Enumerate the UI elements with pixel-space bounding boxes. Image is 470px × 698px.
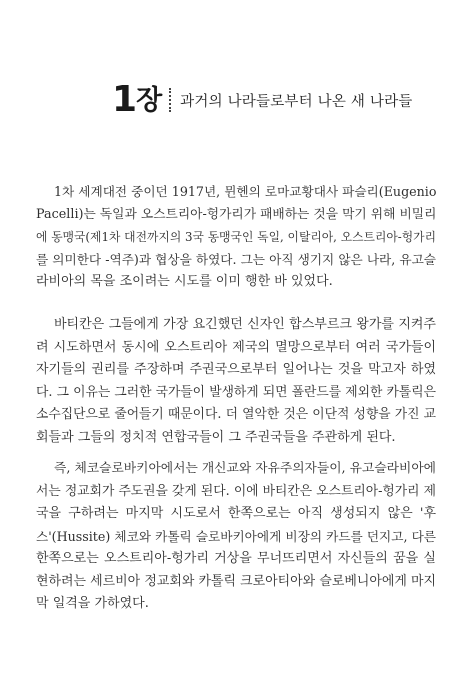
text-line: 다. 그 이유는 그러한 국가들이 발생하게 되면 폴란드를 제외한 카톨릭은 [36,384,436,400]
dotted-divider [169,88,171,112]
text-line: 를 의미한다 -역주)과 협상을 하였다. 그는 아직 생기지 않은 나라, 유고슬 [36,251,436,267]
chapter-label: 장 [136,84,163,116]
text-line: 국을 구하려는 마지막 시도로서 한쪽으로는 아직 생성되지 않은 '후 [36,506,436,521]
paragraph-1 [36,181,436,294]
text-line: 라비아의 목을 조이려는 시도를 이미 행한 바 있었다. [36,274,333,289]
paragraph-2 [36,314,436,449]
chapter-title: 과거의 나라들로부터 나온 새 나라들 [180,93,413,110]
text-line: Pacelli)는 독일과 오스트리아-헝가리가 패배하는 것을 막기 위해 비밀리 [36,206,437,222]
paragraph-3 [36,458,436,616]
text-line: 소수집단으로 줄어들기 때문이다. 더 열악한 것은 이단적 성향을 가진 교 [36,407,436,422]
text-line: 1차 세계대전 중이던 1917년, 뮌헨의 로마교황대사 파슬리(Eugenio [54,184,437,199]
chapter-header [112,79,413,120]
text-line: 막 일격을 가하였다. [36,596,149,611]
text-line: 스'(Hussite) 체코와 카톨릭 슬로바키아에게 비장의 카드를 던지고, 다른 [36,528,436,544]
text-line: 서는 정교회가 주도권을 갖게 된다. 이에 바티칸은 오스트리아-헝가리 제 [36,483,436,499]
text-line: 현하려는 세르비아 정교회와 카톨릭 크로아티아와 슬로베니아에게 마지 [36,573,436,589]
text-line: 회들과 그들의 정치적 연합국들이 그 주권국들을 주관하게 된다. [36,429,396,445]
chapter-number: 1 [112,79,136,120]
text-line: 에 동맹국(제1차 대전까지의 3국 동맹국인 독일, 이탈리아, 오스트리아-헝가리 [36,230,436,244]
text-line: 한쪽으로는 오스트리아-헝가리 거상을 무너뜨리면서 자신들의 꿈을 실 [36,551,436,566]
text-line: 려 시도하면서 동시에 오스트리아 제국의 멸망으로부터 여러 국가들이 [36,339,436,355]
text-line: 즉, 체코슬로바키아에서는 개신교와 자유주의자들이, 유고슬라비아에 [54,461,436,476]
text-line: 자기들의 권리를 주장하며 주권국으로부터 일어나는 것을 막고자 하였 [36,362,436,377]
text-line: 바티칸은 그들에게 가장 요긴했던 신자인 합스부르크 왕가를 지켜주 [54,317,436,332]
